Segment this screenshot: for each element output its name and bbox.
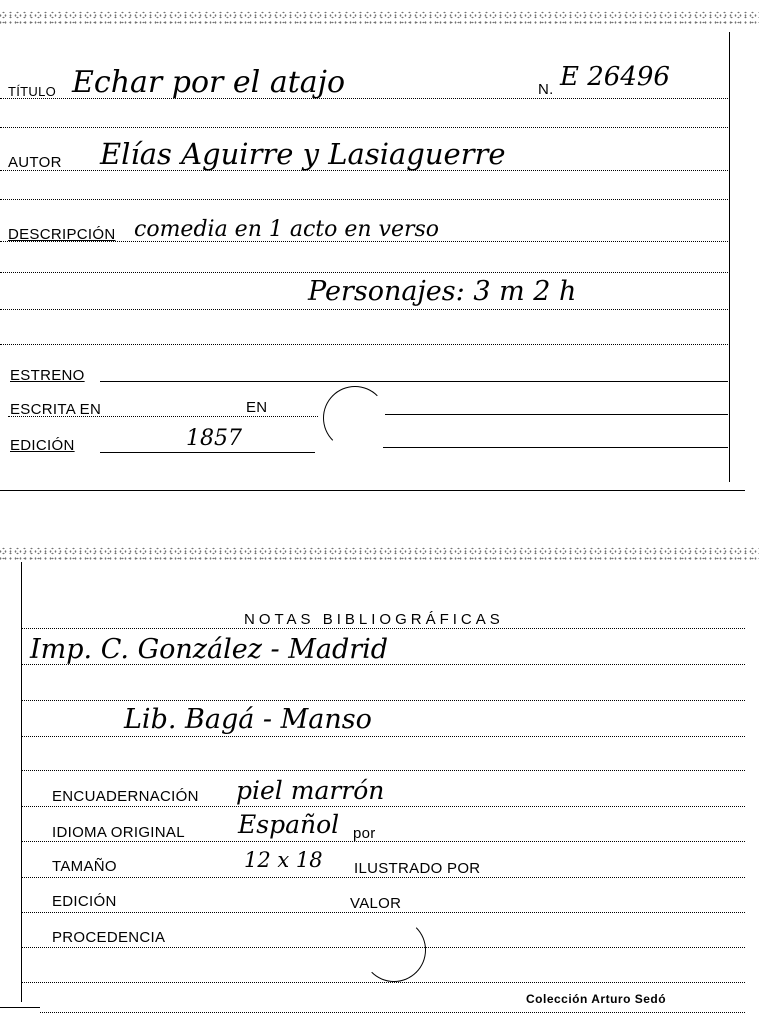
card-top-edge — [0, 546, 759, 560]
notas-line-1: Imp. C. González - Madrid — [30, 634, 389, 665]
numero-value: E 26496 — [560, 62, 670, 92]
idioma-line — [22, 841, 745, 842]
blank-line — [0, 199, 728, 200]
edicion-value: 1857 — [186, 426, 242, 451]
card-right-border — [729, 32, 730, 482]
card-top-edge — [0, 10, 759, 24]
ilustrado-por-label: ILUSTRADO POR — [354, 860, 481, 877]
autor-value: Elías Aguirre y Lasiaguerre — [100, 137, 506, 171]
edicion-back-line — [22, 912, 745, 913]
valor-label: VALOR — [350, 895, 402, 912]
punch-hole — [323, 386, 387, 450]
descripcion-value: comedia en 1 acto en verso — [134, 217, 440, 242]
estreno-label: ESTRENO — [10, 367, 85, 384]
edicion-label: EDICIÓN — [10, 437, 75, 454]
escrita-en-line — [8, 416, 318, 417]
encuadernacion-line — [22, 806, 745, 807]
tamano-value: 12 x 18 — [244, 848, 323, 872]
en-line — [385, 414, 728, 415]
encuadernacion-value: piel marrón — [236, 776, 385, 805]
blank-line — [0, 344, 728, 345]
procedencia-label: PROCEDENCIA — [52, 929, 166, 946]
punch-hole — [362, 918, 426, 982]
edicion-back-label: EDICIÓN — [52, 893, 117, 910]
idioma-original-value: Español — [238, 810, 340, 839]
blank-line — [0, 127, 728, 128]
descripcion-label: DESCRIPCIÓN — [8, 226, 116, 243]
escrita-en-label: ESCRITA EN — [10, 401, 102, 418]
collection-footer: Colección Arturo Sedó — [526, 992, 667, 1006]
personajes-value: Personajes: 3 m 2 h — [308, 276, 577, 307]
blank-line — [0, 309, 728, 310]
estreno-line — [100, 381, 728, 382]
autor-label: AUTOR — [8, 154, 62, 171]
notas-line — [22, 700, 745, 701]
titulo-line — [0, 98, 728, 99]
idioma-original-label: IDIOMA ORIGINAL — [52, 824, 185, 841]
numero-label: N. — [538, 81, 554, 98]
card-bottom-edge — [40, 1012, 745, 1013]
descripcion-line — [0, 241, 728, 242]
titulo-label: TÍTULO — [8, 84, 57, 99]
autor-line — [0, 170, 728, 171]
blank-line — [0, 272, 728, 273]
titulo-value: Echar por el atajo — [72, 65, 346, 100]
edicion-line-right — [383, 447, 728, 448]
notas-line — [22, 770, 745, 771]
tamano-label: TAMAÑO — [52, 858, 117, 875]
por-label: por — [353, 825, 376, 842]
notas-line — [22, 628, 745, 629]
notas-line-2: Lib. Bagá - Manso — [124, 704, 372, 735]
blank-line — [22, 982, 745, 983]
edicion-line — [100, 452, 315, 453]
notas-line — [22, 664, 745, 665]
card-bottom-edge — [0, 490, 745, 491]
notas-title: NOTAS BIBLIOGRÁFICAS — [244, 611, 504, 628]
en-label: EN — [246, 399, 268, 416]
card-bottom-edge — [0, 1007, 40, 1008]
notas-line — [22, 736, 745, 737]
encuadernacion-label: ENCUADERNACIÓN — [52, 788, 199, 805]
tamano-line — [22, 877, 745, 878]
